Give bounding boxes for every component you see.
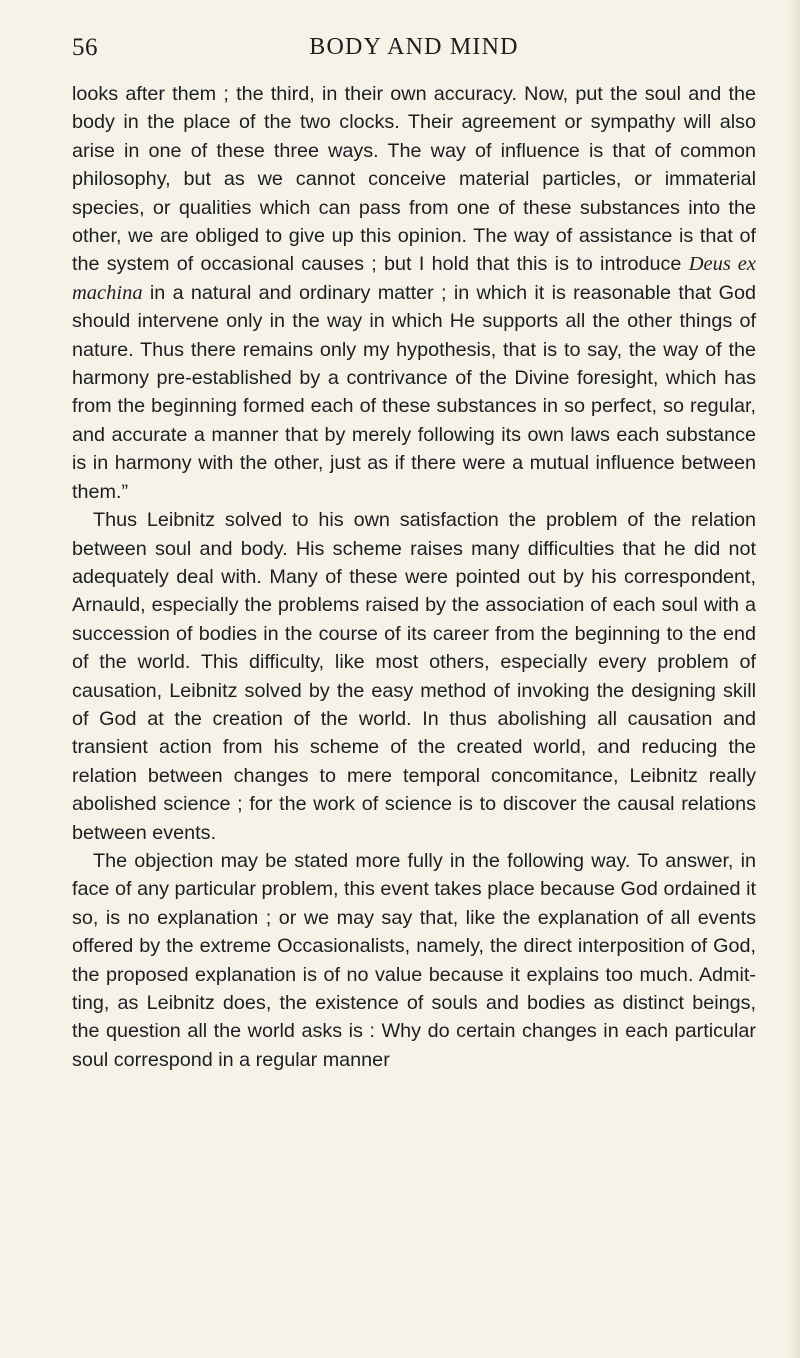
page-number: 56 [72,34,98,61]
paragraph-1-part-b: in a natural and ordinary matter ; in which it is reasonable that God should intervene only in the way in which He supports all the other things of nature. Thus there remains only my hypothesis, that is to say, the way of the harmony pre-established by a contrivance of the Divine foresight, which has from the beginning formed each of these substances in so perfect, so regular, and accurate a manner that by merely following its own laws each substance is in harmony with the other, just as if there were a mutual influence between them.” [72,281,756,503]
running-title: BODY AND MIND [309,34,519,60]
body-text [72,80,756,1074]
paragraph-1 [72,80,756,506]
paragraph-3: The objection may be stated more fully in the following way. To answer, in face of any particular problem, this event takes place because God ordained it so, is no explanation ; or we may say that, like the explanation of all events offered by the extreme Occasionalists, namely, the direct interposition of God, the proposed explanation is of no value because it explains too much. Admit-ting, as Leibnitz does, the existence of souls and bodies as distinct beings, the question all the world asks is : Why do certain changes in each particular soul correspond in a regular manner [72,849,756,1071]
paragraph-2: Thus Leibnitz solved to his own satisfaction the problem of the relation between soul and body. His scheme raises many difficulties that he did not adequately deal with. Many of these were pointed out by his correspondent, Arnauld, especially the problems raised by the association of each soul with a succession of bodies in the course of its career from the beginning to the end of the world. This difficulty, like most others, especially every problem of causation, Leibnitz solved by the easy method of invoking the designing skill of God at the creation of the world. In thus abolishing all causation and transient action from his scheme of the created world, and reducing the relation between changes to mere temporal concomitance, Leibnitz really abolished science ; for the work of science is to discover the causal relations between events. [72,509,756,844]
latin-phrase: Deus ex machina [72,253,756,304]
paragraph-1-part-a: looks after them ; the third, in their own accuracy. Now, put the soul and the body in the place of the two clocks. Their agreement or sympathy will also arise in one of these three ways. The way of influence is that of common philosophy, but as we cannot conceive material particles, or immaterial species, or qualities which can pass from one of these substances into the other, we are obliged to give up this opinion. The way of assistance is that of the system of occasional causes ; but I hold that this is to introduce [72,83,756,276]
running-head [72,34,756,70]
page-edge-shadow [786,0,800,1358]
